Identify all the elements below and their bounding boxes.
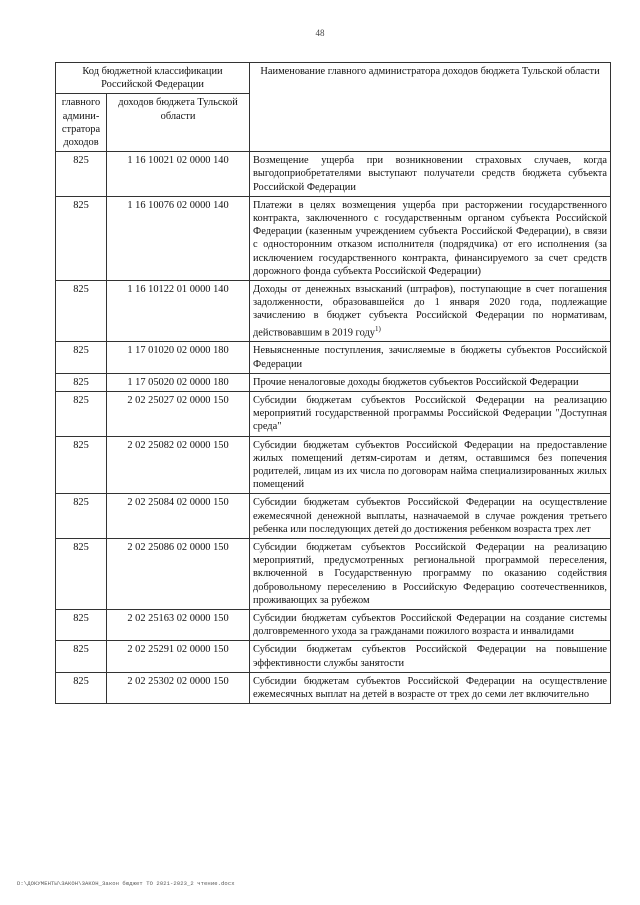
admin-code-cell: 825 — [56, 609, 107, 640]
income-code-cell: 1 16 10021 02 0000 140 — [107, 152, 250, 197]
income-name-cell — [250, 672, 611, 703]
admin-code-cell: 825 — [56, 196, 107, 280]
revenue-administrators-table — [55, 62, 611, 704]
admin-code-cell: 825 — [56, 494, 107, 539]
income-code-cell: 1 17 05020 02 0000 180 — [107, 373, 250, 391]
income-code-cell: 1 17 01020 02 0000 180 — [107, 342, 250, 373]
admin-code-cell: 825 — [56, 281, 107, 342]
income-code-cell: 2 02 25291 02 0000 150 — [107, 641, 250, 672]
income-name-text: Субсидии бюджетам субъектов Российской Федерации на реализацию мероприятий, предусмотренных региональной программой переселения, включенной в Государственную программу по оказанию содействия добровольному переселению в Российскую Федерацию соотечественников, проживающих за рубежом — [253, 541, 608, 606]
admin-code-cell: 825 — [56, 641, 107, 672]
income-name-text: Субсидии бюджетам субъектов Российской Федерации на реализацию мероприятий государственной программы Российской Федерации "Доступная среда" — [253, 394, 608, 433]
admin-code-cell: 825 — [56, 342, 107, 373]
income-name-text: Субсидии бюджетам субъектов Российской Федерации на осуществление ежемесячных выплат на детей в возрасте от трех до семи лет включительно — [253, 675, 608, 700]
income-name-cell — [250, 342, 611, 373]
income-code-cell: 1 16 10076 02 0000 140 — [107, 196, 250, 280]
income-code-cell: 2 02 25086 02 0000 150 — [107, 538, 250, 609]
income-name-text: Субсидии бюджетам субъектов Российской Федерации на повышение эффективности службы занятости — [253, 644, 608, 669]
admin-code-cell: 825 — [56, 391, 107, 436]
income-name-text: Возмещение ущерба при возникновении страховых случаев, когда выгодоприобретателями выступают получатели средств бюджета субъекта Российской Федерации — [253, 155, 608, 193]
income-name-cell — [250, 373, 611, 391]
kbk-group-header: Код бюджетной классификации Российской Федерации — [56, 63, 250, 94]
table-row — [56, 342, 611, 373]
table-row — [56, 494, 611, 539]
admin-code-header: главного админи-стратора доходов — [56, 94, 107, 152]
page-number: 48 — [315, 28, 325, 38]
income-code-cell: 2 02 25163 02 0000 150 — [107, 609, 250, 640]
table-body — [56, 152, 611, 704]
admin-code-cell: 825 — [56, 152, 107, 197]
income-code-cell: 2 02 25084 02 0000 150 — [107, 494, 250, 539]
table-header-row — [56, 63, 611, 94]
income-code-cell: 2 02 25027 02 0000 150 — [107, 391, 250, 436]
income-code-cell: 2 02 25082 02 0000 150 — [107, 436, 250, 494]
income-name-text: Доходы от денежных взысканий (штрафов), поступающие в счет погашения задолженности, образовавшейся до 1 января 2020 года, подлежащие зачислению в бюджет субъекта Российской Федерации по нормативам, действовавшим в 2019 году — [253, 284, 608, 339]
footnote-marker: 1) — [374, 324, 381, 333]
income-name-text: Прочие неналоговые доходы бюджетов субъектов Российской Федерации — [253, 376, 579, 388]
administrator-name-header: Наименование главного администратора доходов бюджета Тульской области — [250, 63, 611, 152]
income-name-cell — [250, 494, 611, 539]
income-name-cell — [250, 436, 611, 494]
income-name-text: Платежи в целях возмещения ущерба при расторжении государственного контракта, заключенного с государственным органом субъекта Российской Федерации (казенным учреждением субъекта Российской Федерации), в связи с односторонним отказом исполнителя (подрядчика) от его исполнения (за исключением государственного контракта, финансируемого за счет средств дорожного фонда субъекта Российской Федерации) — [253, 199, 608, 277]
income-code-header: доходов бюджета Тульской области — [107, 94, 250, 152]
table-row — [56, 373, 611, 391]
table-row — [56, 152, 611, 197]
income-name-text: Субсидии бюджетам субъектов Российской Федерации на осуществление ежемесячной денежной выплаты, назначаемой в случае рождения третьего ребенка или последующих детей до достижения ребенком возраста трех лет — [253, 497, 608, 535]
table-row — [56, 641, 611, 672]
income-name-text: Невыясненные поступления, зачисляемые в бюджеты субъектов Российской Федерации — [253, 345, 608, 370]
income-name-cell — [250, 196, 611, 280]
admin-code-cell: 825 — [56, 538, 107, 609]
income-code-cell: 2 02 25302 02 0000 150 — [107, 672, 250, 703]
income-name-text: Субсидии бюджетам субъектов Российской Федерации на предоставление жилых помещений детям-сиротам и детям, оставшимся без попечения родителей, лицам из их числа по договорам найма специализированных жилых помещений — [253, 439, 608, 491]
income-name-cell — [250, 538, 611, 609]
table-row — [56, 196, 611, 280]
admin-code-cell: 825 — [56, 436, 107, 494]
income-name-cell — [250, 281, 611, 342]
table-row — [56, 391, 611, 436]
table-row — [56, 538, 611, 609]
table-row — [56, 436, 611, 494]
income-name-cell — [250, 152, 611, 197]
income-name-cell — [250, 641, 611, 672]
table-row — [56, 672, 611, 703]
file-path-footer: D:\ДОКУМЕНТЫ\ЗАКОН\ЗАКОН_Закон бюджет ТО 2021-2023_2 чтение.docx — [17, 880, 235, 887]
income-name-text: Субсидии бюджетам субъектов Российской Федерации на создание системы долговременного ухода за гражданами пожилого возраста и инвалидами — [253, 612, 608, 638]
income-name-cell — [250, 391, 611, 436]
income-name-cell — [250, 609, 611, 640]
table-row — [56, 281, 611, 342]
admin-code-cell: 825 — [56, 672, 107, 703]
admin-code-cell: 825 — [56, 373, 107, 391]
table-row — [56, 609, 611, 640]
income-code-cell: 1 16 10122 01 0000 140 — [107, 281, 250, 342]
